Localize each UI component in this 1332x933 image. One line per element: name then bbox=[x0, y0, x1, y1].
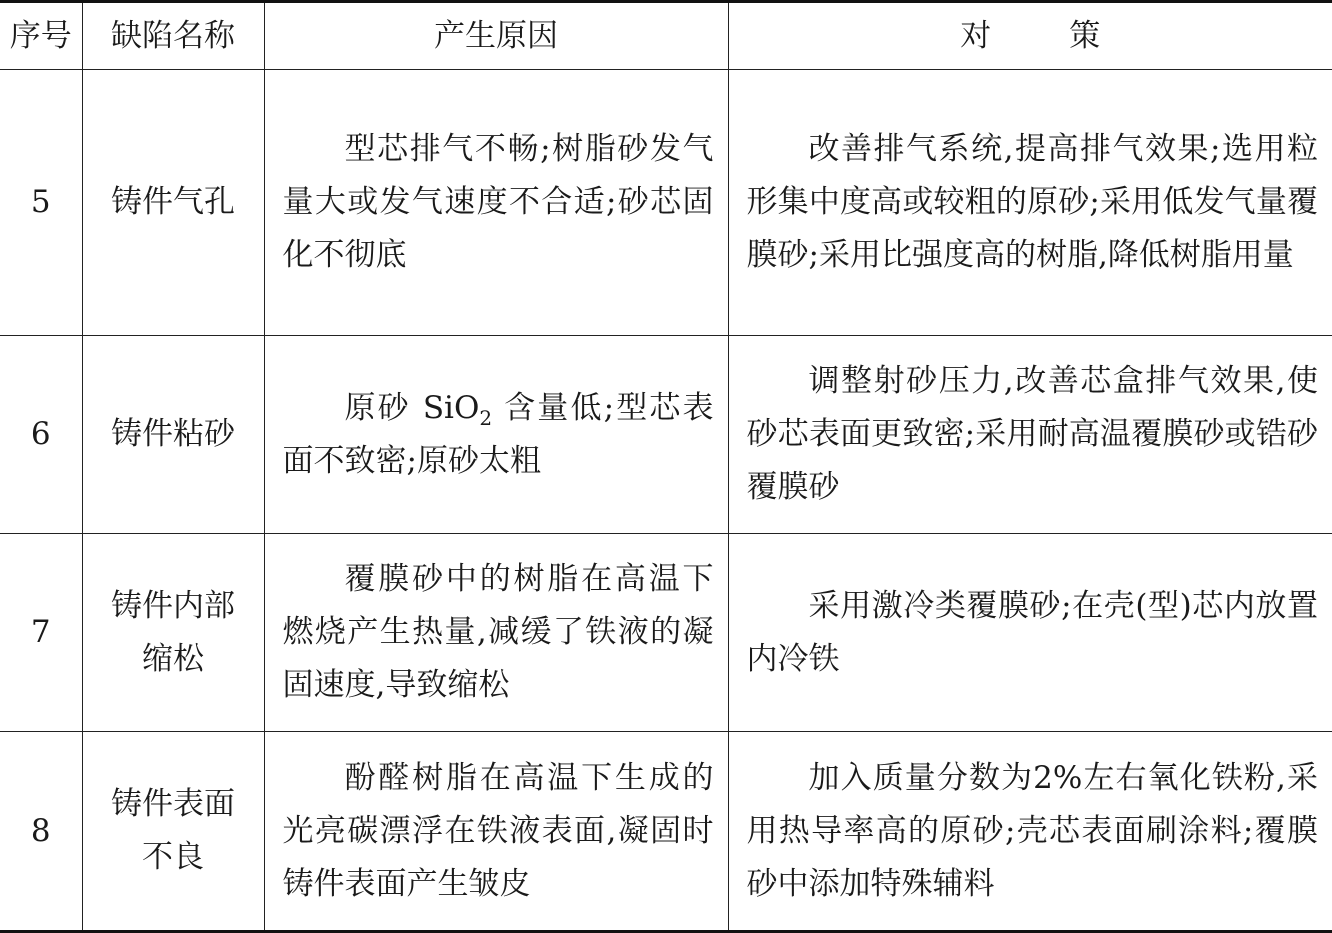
measure-cell bbox=[728, 336, 1332, 534]
subscript-2: 2 bbox=[479, 405, 493, 430]
header-cause: 产生原因 bbox=[264, 2, 728, 70]
table-row bbox=[0, 70, 1332, 336]
header-measure bbox=[728, 2, 1332, 70]
table-row bbox=[0, 336, 1332, 534]
measure-text: 调整射砂压力,改善芯盒排气效果,使砂芯表面更致密;采用耐高温覆膜砂或锆砂覆膜砂 bbox=[746, 363, 1318, 505]
cause-text-post: 含量低;型芯表面不致密;原砂太粗 bbox=[282, 389, 714, 479]
header-measure-part-a: 对 bbox=[960, 17, 992, 54]
cause-text bbox=[283, 382, 714, 488]
cause-cell bbox=[264, 336, 728, 534]
cause-text-pre: 原砂 SiO bbox=[344, 389, 480, 426]
row-number: 7 bbox=[0, 534, 82, 732]
cause-cell bbox=[264, 70, 728, 336]
defect-name-line1: 铸件气孔 bbox=[111, 184, 235, 220]
defect-name-line1: 铸件表面 bbox=[111, 786, 235, 822]
header-measure-part-b: 策 bbox=[1069, 17, 1101, 54]
row-number: 8 bbox=[0, 732, 82, 932]
measure-cell bbox=[728, 534, 1332, 732]
defect-name bbox=[82, 70, 264, 336]
defect-name-line2: 不良 bbox=[142, 839, 204, 875]
cause-text: 酚醛树脂在高温下生成的光亮碳漂浮在铁液表面,凝固时铸件表面产生皱皮 bbox=[282, 759, 714, 902]
measure-text: 加入质量分数为2%左右氧化铁粉,采用热导率高的原砂;壳芯表面刷涂料;覆膜砂中添加特殊辅料 bbox=[746, 759, 1318, 902]
defect-name bbox=[82, 336, 264, 534]
defect-name-line1: 铸件内部 bbox=[111, 587, 235, 624]
measure-cell bbox=[728, 70, 1332, 336]
header-no: 序号 bbox=[0, 2, 82, 70]
cause-text: 覆膜砂中的树脂在高温下燃烧产生热量,减缓了铁液的凝固速度,导致缩松 bbox=[282, 561, 714, 703]
cause-text: 型芯排气不畅;树脂砂发气量大或发气速度不合适;砂芯固化不彻底 bbox=[282, 131, 714, 273]
row-number: 6 bbox=[0, 336, 82, 534]
measure-text: 改善排气系统,提高排气效果;选用粒形集中度高或较粗的原砂;采用低发气量覆膜砂;采用比强度高的树脂,降低树脂用量 bbox=[746, 131, 1318, 273]
defect-name-line1: 铸件粘砂 bbox=[111, 416, 235, 452]
header-defect-name: 缺陷名称 bbox=[82, 2, 264, 70]
header-row bbox=[0, 2, 1332, 70]
table-row bbox=[0, 732, 1332, 932]
defect-name bbox=[82, 732, 264, 932]
defect-name-line2: 缩松 bbox=[142, 640, 204, 677]
measure-cell bbox=[728, 732, 1332, 932]
table-row bbox=[0, 534, 1332, 732]
measure-text: 采用激冷类覆膜砂;在壳(型)芯内放置内冷铁 bbox=[746, 587, 1318, 677]
cause-cell bbox=[264, 732, 728, 932]
cause-cell bbox=[264, 534, 728, 732]
row-number: 5 bbox=[0, 70, 82, 336]
defect-name bbox=[82, 534, 264, 732]
